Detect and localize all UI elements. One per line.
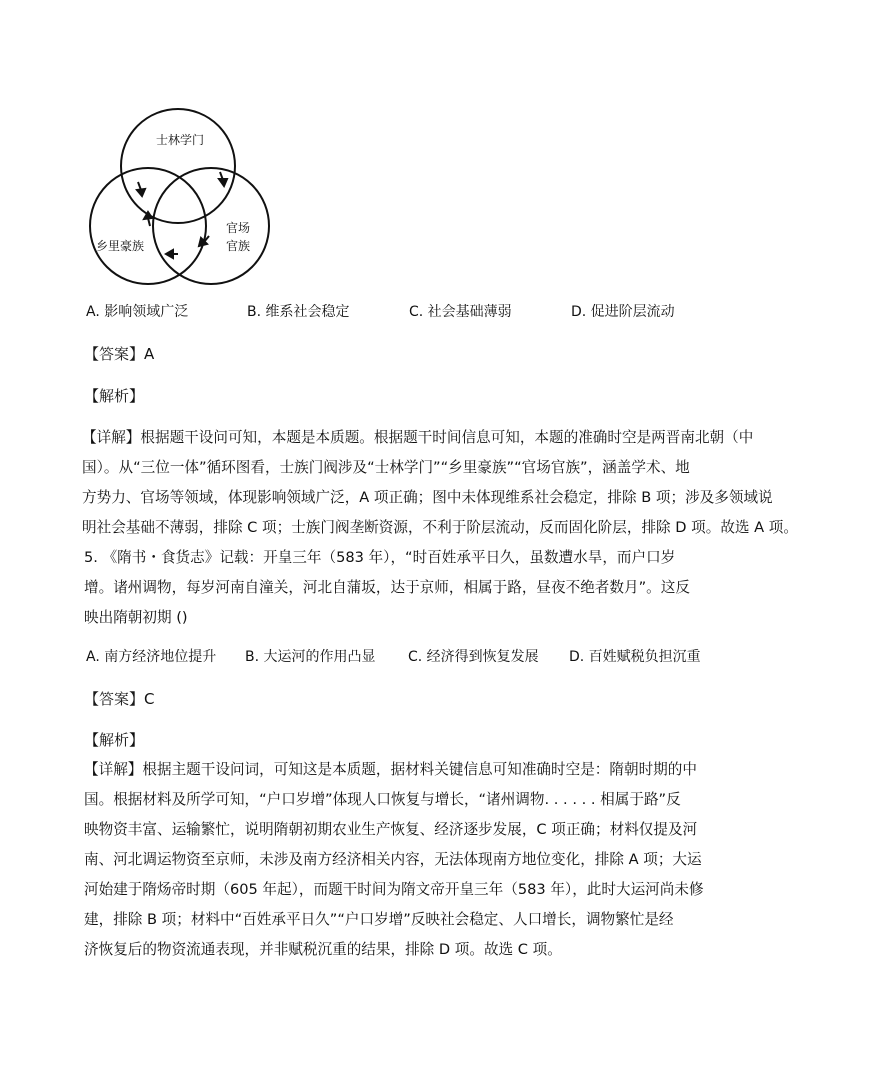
q4-option-a: A. 影响领域广泛 (86, 304, 189, 320)
label-local-gentry: 乡里豪族 (96, 239, 145, 253)
q4-option-b: B. 维系社会稳定 (247, 304, 350, 320)
q5-detail-line: 河始建于隋炀帝时期（605 年起），而题干时间为隋文帝开皇三年（583 年），此时大运河尚未修 (84, 881, 704, 898)
q5-answer (84, 689, 155, 709)
label-officialdom-1: 官场 (226, 221, 251, 235)
circle-officialdom (153, 168, 269, 284)
q4-option-c: C. 社会基础薄弱 (409, 304, 512, 320)
q4-answer (84, 344, 154, 364)
q5-stem-line: 增。诸州调物，每岁河南自潼关，河北自蒲坂，达于京师，相属于路，昼夜不绝者数月”。这反 (84, 579, 690, 596)
q5-detail-line: 【详解】根据主题干设问词，可知这是本质题，据材料关键信息可知准确时空是：隋朝时期的中 (84, 761, 697, 778)
answer-tag: 【答案】 (84, 690, 145, 708)
circle-scholars (121, 109, 235, 223)
q5-detail-line: 建，排除 B 项；材料中“百姓承平日久”“户口岁增”反映社会稳定、人口增长，调物繁忙是经 (84, 911, 674, 928)
circle-local-gentry (90, 168, 206, 284)
answer-tag: 【答案】 (84, 345, 145, 363)
cycle-arrows (137, 172, 227, 258)
q4-detail-line: 国）。从“三位一体”循环图看，士族门阀涉及“士林学门”“乡里豪族”“官场官族”，涵盖学术、地 (82, 459, 690, 476)
q4-option-d: D. 促进阶层流动 (571, 304, 675, 320)
label-scholars: 士林学门 (156, 133, 205, 147)
q5-option-b: B. 大运河的作用凸显 (245, 649, 376, 665)
label-officialdom-2: 官族 (226, 239, 251, 253)
answer-value: C (144, 690, 155, 708)
q5-stem-line: 5. 《隋书・食货志》记载：开皇三年（583 年），“时百姓承平日久，虽数遭水旱，而户口岁 (84, 549, 676, 566)
q5-detail-line: 映物资丰富、运输繁忙，说明隋朝初期农业生产恢复、经济逐步发展，C 项正确；材料仅提及河 (84, 821, 698, 838)
answer-value: A (144, 345, 155, 363)
q5-option-a: A. 南方经济地位提升 (86, 649, 217, 665)
q5-detail-line: 南、河北调运物资至京师，未涉及南方经济相关内容，无法体现南方地位变化，排除 A 项；大运 (84, 851, 702, 868)
q5-option-c: C. 经济得到恢复发展 (408, 649, 539, 665)
q4-detail-line: 方势力、官场等领域，体现影响领域广泛，A 项正确；图中未体现维系社会稳定，排除 B 项；涉及多领域说 (82, 489, 773, 506)
q4-detail-line: 明社会基础不薄弱，排除 C 项；士族门阀垄断资源，不利于阶层流动，反而固化阶层，排除 D 项。故选 A 项。 (82, 519, 798, 536)
q4-detail-line: 【详解】根据题干设问可知，本题是本质题。根据题干时间信息可知，本题的准确时空是两晋南北朝（中 (82, 429, 754, 446)
venn-diagram (86, 108, 276, 288)
q5-detail-line: 国。根据材料及所学可知，“户口岁增”体现人口恢复与增长，“诸州调物. . . . . . 相属于路”反 (84, 791, 681, 808)
q4-analysis-tag: 【解析】 (84, 387, 145, 405)
q5-stem-line: 映出隋朝初期 () (84, 609, 188, 626)
q5-analysis-tag: 【解析】 (84, 731, 145, 749)
q5-option-d: D. 百姓赋税负担沉重 (569, 649, 701, 665)
q5-detail-line: 济恢复后的物资流通表现，并非赋税沉重的结果，排除 D 项。故选 C 项。 (84, 941, 562, 958)
